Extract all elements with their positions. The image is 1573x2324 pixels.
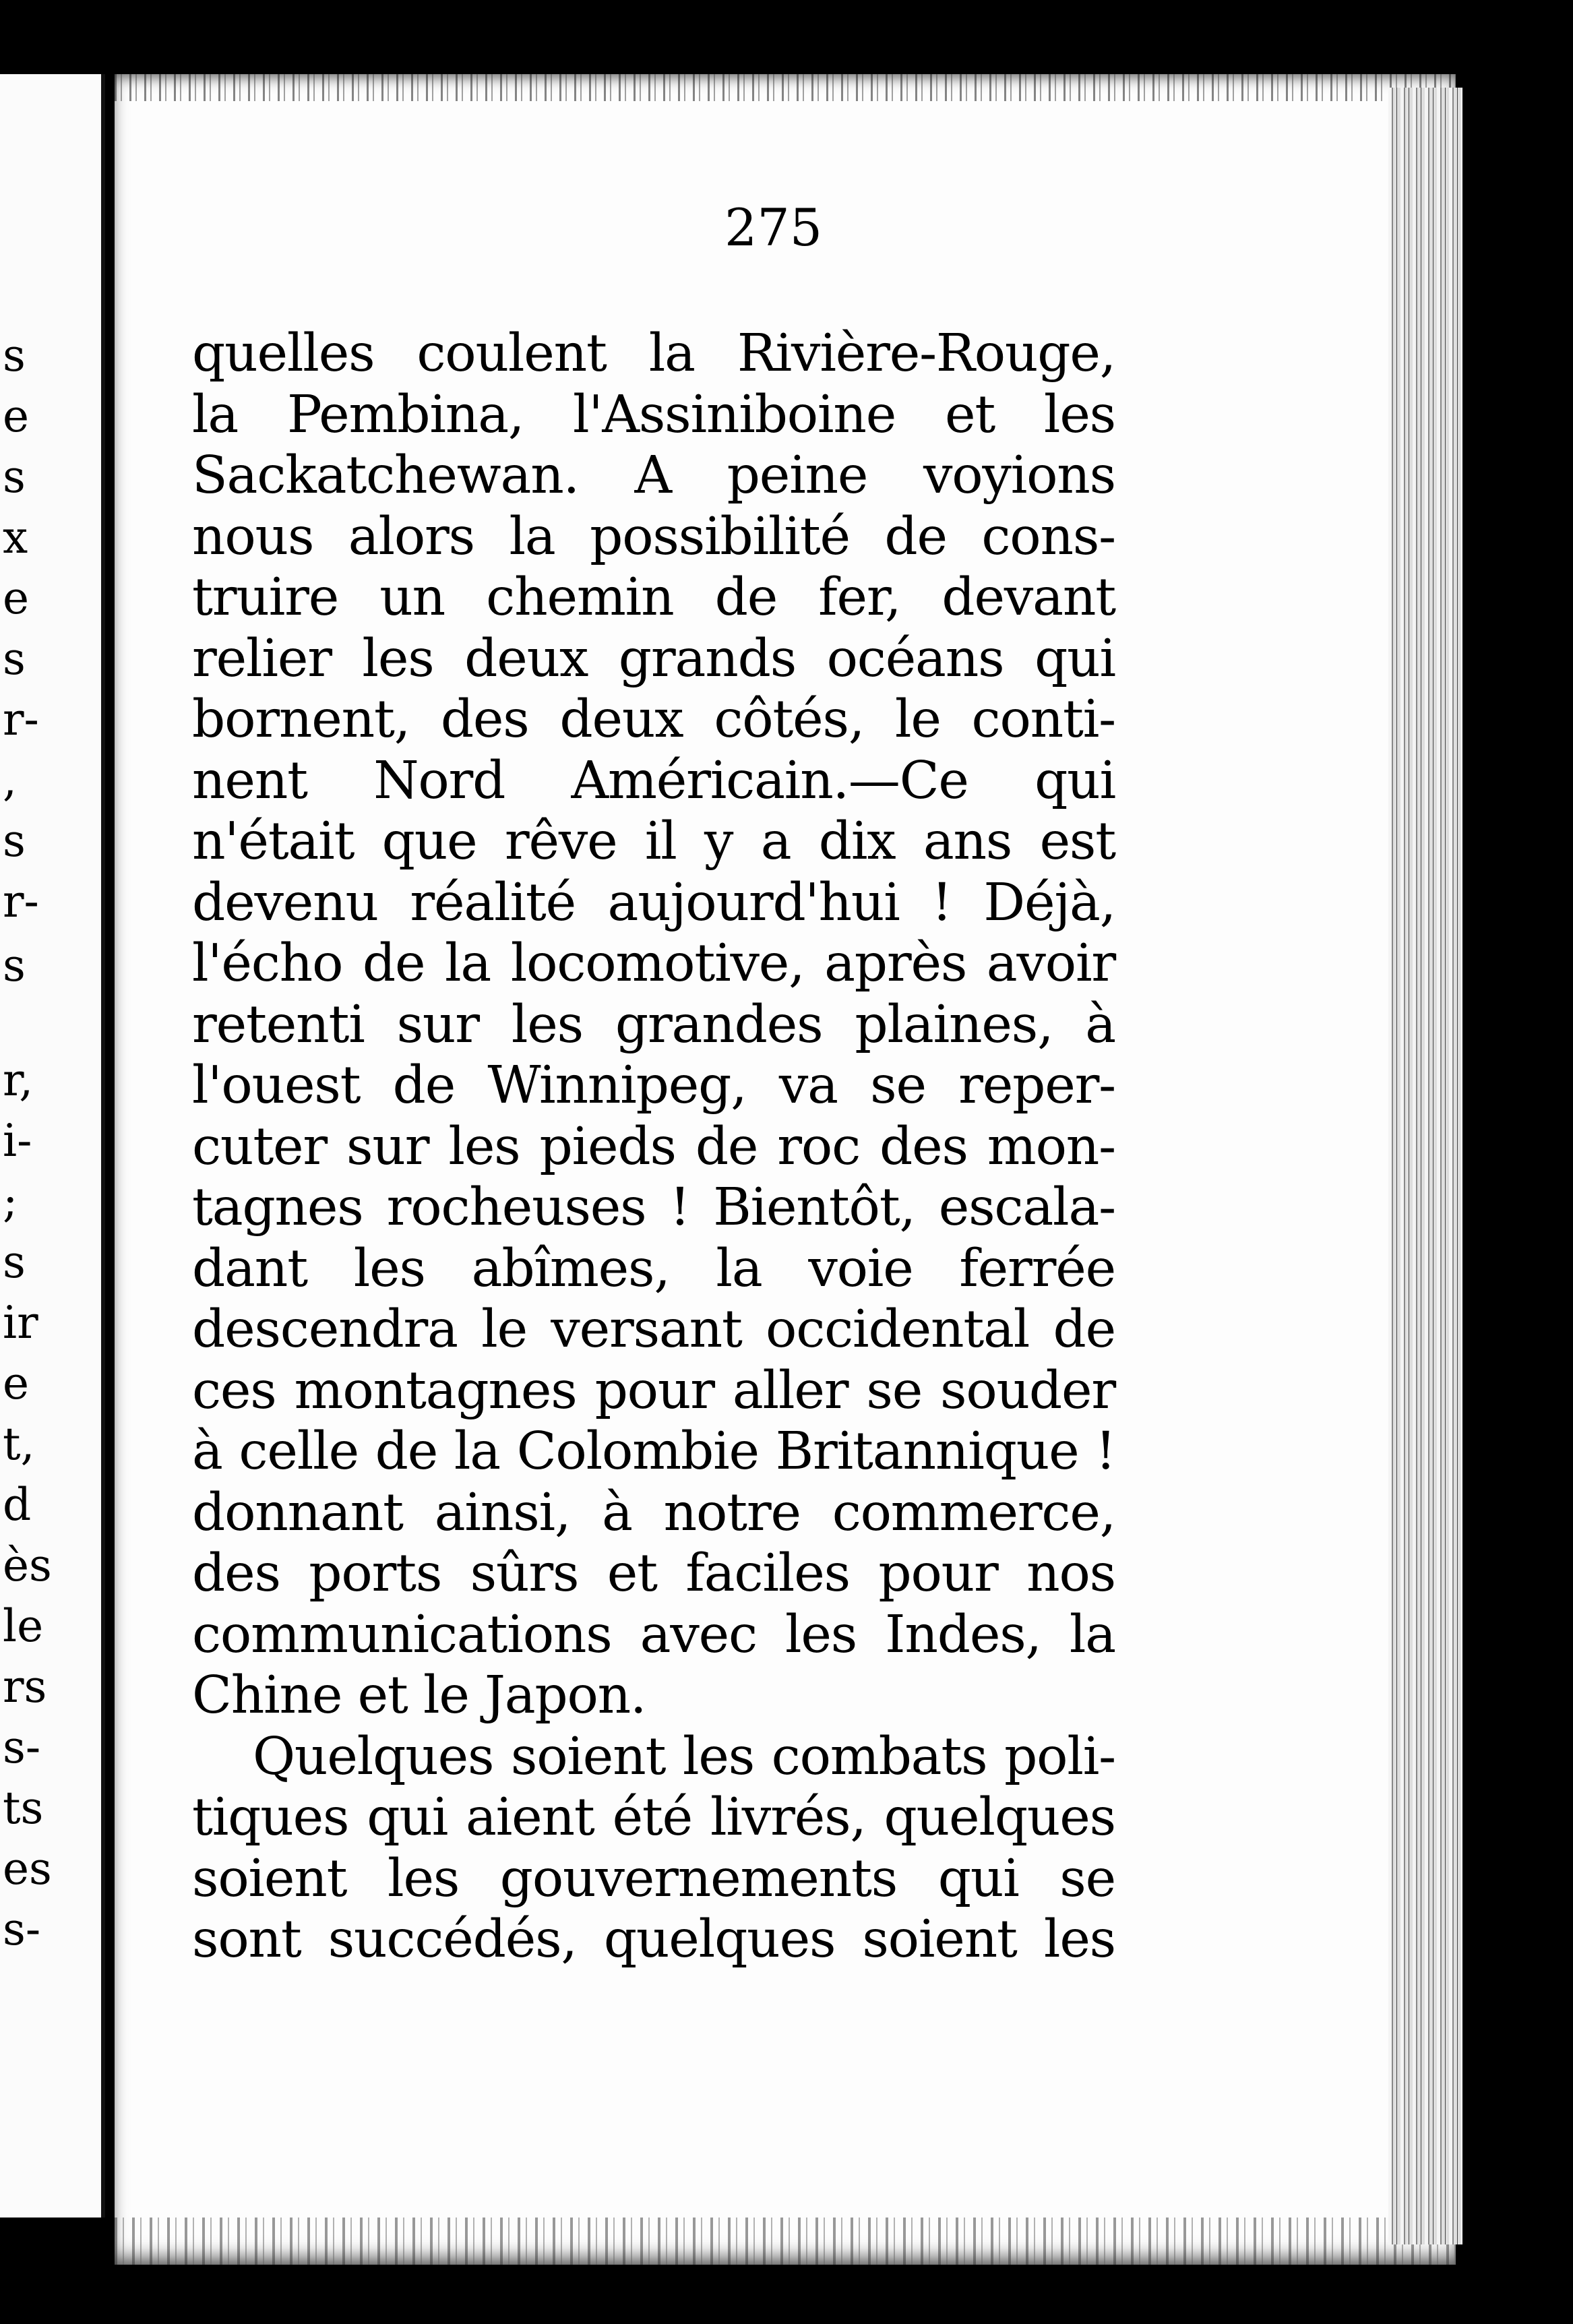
facing-page-fragment: , (3, 754, 17, 806)
text-line: dant les abîmes, la voie ferrée (192, 1238, 1115, 1299)
text-line: communications avec les Indes, la (192, 1604, 1115, 1665)
facing-page-edge (0, 74, 105, 2218)
facing-page-fragment: s (3, 330, 26, 381)
text-line: Quelques soient les combats poli- (253, 1726, 1115, 1787)
facing-page-fragment: i- (3, 1115, 32, 1167)
facing-page-fragment: rs (3, 1661, 47, 1713)
text-line: Chine et le Japon. (192, 1665, 646, 1725)
facing-page-fragment: s (3, 1236, 26, 1288)
facing-page-fragment: r, (3, 1054, 34, 1106)
text-line: descendra le versant occidental de (192, 1299, 1115, 1359)
facing-page-fragment: le (3, 1600, 44, 1652)
text-line: à celle de la Colombie Britannique ! (192, 1421, 1115, 1481)
text-line: ces montagnes pour aller se souder (192, 1360, 1115, 1421)
page-stack-edge (1388, 88, 1462, 2244)
text-line: truire un chemin de fer, devant (192, 568, 1115, 628)
text-line: retenti sur les grandes plaines, à (192, 994, 1115, 1055)
text-line: devenu réalité aujourd'hui ! Déjà, (192, 872, 1115, 933)
facing-page-fragment: s (3, 451, 26, 503)
text-line: n'était que rêve il y a dix ans est (192, 812, 1115, 872)
text-line: tiques qui aient été livrés, quelques (192, 1787, 1115, 1847)
text-line: sont succédés, quelques soient les (192, 1909, 1115, 1969)
facing-page-fragment: s (3, 815, 26, 867)
facing-page-fragment: e (3, 572, 30, 624)
facing-page-fragment: ts (3, 1782, 44, 1834)
text-line: nous alors la possibilité de cons- (192, 506, 1115, 567)
facing-page-fragment: s- (3, 1903, 41, 1955)
facing-page-fragment: ès (3, 1539, 52, 1591)
text-line: relier les deux grands océans qui (192, 628, 1115, 689)
facing-page-fragment: es (3, 1843, 52, 1895)
text-line: Sackatchewan. A peine voyions (192, 446, 1115, 506)
text-line: l'ouest de Winnipeg, va se reper- (192, 1056, 1115, 1115)
text-line: cuter sur les pieds de roc des mon- (192, 1116, 1115, 1177)
text-line: donnant ainsi, à notre commerce, (192, 1482, 1115, 1543)
text-line: bornent, des deux côtés, le conti- (192, 690, 1115, 750)
text-line: des ports sûrs et faciles pour nos (192, 1543, 1115, 1603)
text-line: nent Nord Américain.—Ce qui (192, 750, 1115, 811)
text-line: la Pembina, l'Assiniboine et les (192, 384, 1115, 445)
text-line: quelles coulent la Rivière-Rouge, (192, 324, 1115, 384)
text-line: tagnes rocheuses ! Bientôt, escala- (192, 1178, 1115, 1237)
body-text (192, 324, 1115, 1971)
facing-page-fragment: s- (3, 1721, 41, 1773)
facing-page-fragment: s (3, 633, 26, 685)
text-line: l'écho de la locomotive, après avoir (192, 934, 1115, 993)
page-number: 275 (724, 197, 823, 257)
facing-page-fragment: ir (3, 1297, 38, 1349)
facing-page-fragment: ; (3, 1175, 18, 1227)
text-line: soient les gouvernements qui se (192, 1848, 1115, 1909)
facing-page-fragment: r- (3, 694, 39, 745)
facing-page-fragment: d (3, 1479, 32, 1531)
facing-page-fragment: t, (3, 1418, 35, 1470)
facing-page-fragment: s (3, 940, 26, 991)
facing-page-fragment: r- (3, 876, 39, 927)
facing-page-fragment: e (3, 1357, 30, 1409)
facing-page-fragment: e (3, 390, 30, 442)
facing-page-fragment: x (3, 512, 28, 563)
